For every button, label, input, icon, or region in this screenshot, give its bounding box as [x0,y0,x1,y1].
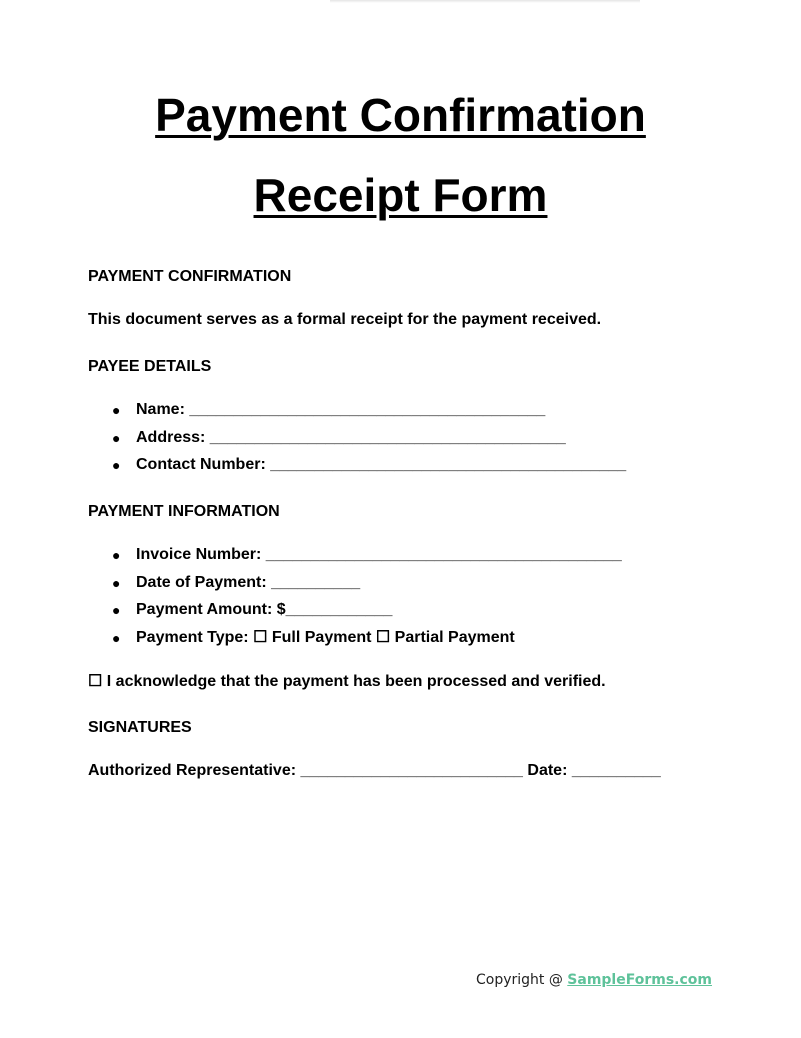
bullet-icon: ● [112,402,121,418]
signature-line[interactable]: Authorized Representative: _________________________ Date: __________ [88,762,661,779]
payment-type-field[interactable] [88,628,622,656]
invoice-number-field[interactable] [88,545,622,573]
footer-copyright [476,970,712,990]
payment-information-list [88,545,622,655]
section-heading-payment-confirmation: PAYMENT CONFIRMATION [88,268,292,285]
title-line-2: Receipt Form [253,169,548,221]
bullet-icon: ● [112,547,121,563]
payee-address-field[interactable] [88,428,626,456]
top-shadow [330,0,640,3]
payee-contact-number-label: Contact Number: ________________________________________ [136,456,627,473]
section-heading-payment-information: PAYMENT INFORMATION [88,503,280,520]
bullet-icon: ● [112,574,121,591]
sampleforms-link[interactable]: SampleForms.com [567,972,712,988]
bullet-icon: ● [112,602,121,618]
date-of-payment-label: Date of Payment: __________ [136,573,361,591]
payee-name-label: Name: ________________________________________ [136,401,546,418]
bullet-icon: ● [112,629,121,646]
payee-address-label: Address: ________________________________________ [136,428,566,446]
payee-details-list [88,400,626,483]
section-heading-payee-details: PAYEE DETAILS [88,358,212,375]
payment-amount-field[interactable] [88,600,622,628]
date-of-payment-field[interactable] [88,573,622,601]
payment-amount-label: Payment Amount: $____________ [136,601,393,618]
copyright-prefix: Copyright @ [475,972,568,988]
section-heading-signatures: SIGNATURES [88,719,192,736]
invoice-number-label: Invoice Number: ________________________________________ [136,546,622,563]
bullet-icon: ● [112,457,121,473]
title-line-1: Payment Confirmation [155,89,646,141]
payment-type-label: Payment Type: ☐ Full Payment ☐ Partial Payment [136,628,515,646]
acknowledgment-checkbox[interactable]: ☐ I acknowledge that the payment has been processed and verified. [88,673,606,690]
confirmation-text: This document serves as a formal receipt for the payment received. [88,311,602,328]
payee-contact-number-field[interactable] [88,455,626,483]
payee-name-field[interactable] [88,400,626,428]
bullet-icon: ● [112,429,121,446]
